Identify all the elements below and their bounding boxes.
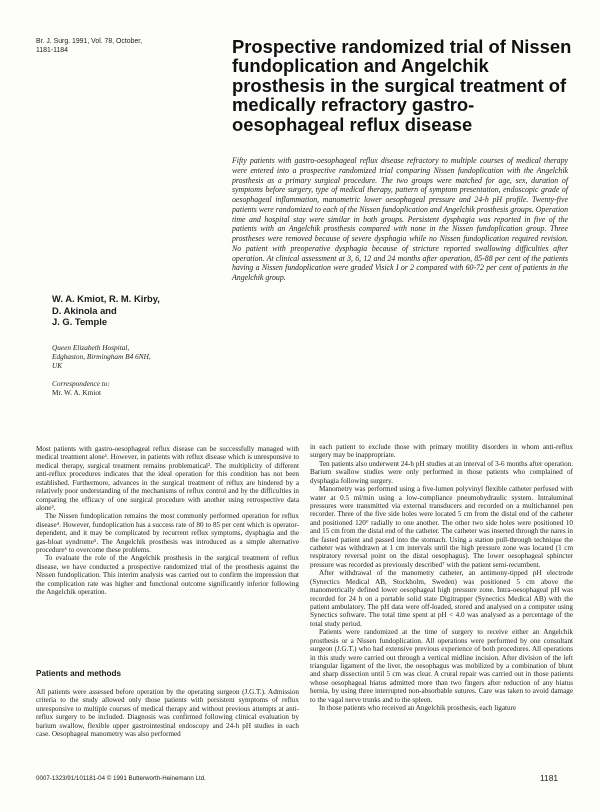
affiliation (52, 344, 220, 371)
affiliation-line-3: UK (52, 360, 63, 370)
authors (52, 293, 220, 328)
journal-line-1: Br. J. Surg. 1991, Vol. 78, October, (36, 38, 143, 45)
section-heading: Patients and methods (36, 669, 122, 678)
body-paragraph: Patients were randomized at the time of surgery to receive either an Angelchik prosthesis or a Nissen fundoplication. All operations were performed by one consultant surgeon (J.G.T.) who had extensive previous experience of both procedures. All operations in this study were carried out through a vertical midline incision. After division of the left triangular ligament of the liver, the oesophagus was mobilized by a combination of blunt and sharp dissection until 5 cm was clear. A crural repair was carried out in those patients whose oesophageal hiatus admitted more than two fingers after reduction of any hiatus hernia, by using three interrupted non-absorbable sutures. Care was taken to avoid damage to the vagal nerve trunks and to the spleen. (310, 628, 573, 704)
affiliation-line-1: Queen Elizabeth Hospital, (52, 343, 130, 352)
affiliation-line-2: Edgbaston, Birmingham B4 6NH, (52, 351, 151, 361)
page-number: 1181 (540, 773, 559, 783)
correspondence-name: Mr. W. A. Kmiot (52, 387, 102, 397)
authors-line-1: W. A. Kmiot, R. M. Kirby, (52, 293, 160, 304)
article-title: Prospective randomized trial of Nissen fundoplication and Angelchik prosthesis in the surgical treatment of medically refractory gastro-oesophageal reflux disease (232, 36, 572, 135)
copyright-footer: 0007-1323/91/101181-04 © 1991 Butterworth-Heinemann Ltd. (36, 775, 206, 782)
body-paragraph: Ten patients also underwent 24-h pH studies at an interval of 3-6 months after operation. Barium swallow studies were only performed in those patients who complained of dysphagia following surgery. (310, 459, 573, 485)
body-paragraph: In those patients who received an Angelchik prosthesis, each ligature (319, 704, 517, 713)
body-column-left (36, 445, 299, 597)
body-paragraph: After withdrawal of the manometry catheter, an antimony-tipped pH electrode (Synectics Medical AB, Stockholm, Sweden) was positioned 5 cm above the manometrically defined lower oesophageal high pressure zone. Intra-oesophageal pH was recorded for 24 h on a portable solid state Digitrapper (Synectics Medical AB) with the patient ambulatory. The pH data were off-loaded, stored and analysed on a computer using Synectics software. The total time spent at pH < 4.0 was analysed as a percentage of the total study period. (310, 569, 573, 628)
body-column-left-methods (36, 688, 299, 739)
authors-line-2: D. Akinola and (52, 304, 117, 316)
correspondence (52, 380, 220, 398)
journal-line-2: 1181-1184 (36, 46, 68, 54)
correspondence-label: Correspondence to: (52, 379, 110, 388)
abstract: Fifty patients with gastro-oesophageal reflux disease refractory to multiple courses of medical therapy were entered into a prospective randomized trial comparing Nissen fundoplication with the Angelchik prosthesis as a primary surgical procedure. The two groups were matched for age, sex, duration of symptoms before surgery, type of medical therapy, pattern of symptom presentation, endoscopic grade of oesophageal inflammation, manometric lower oesophageal pressure and 24-h pH profile. Twenty-five patients were randomized to each of the Nissen fundoplication and Angelchik prosthesis groups. Operation time and hospital stay were similar in both groups. Persistent dysphagia was reported in five of the patients with an Angelchik prosthesis compared with none in the Nissen fundoplication group. Three prostheses were removed because of severe dysphagia while no Nissen fundoplication required revision. No patient with preoperative dysphagia because of stricture reported swallowing difficulties after operation. At clinical assessment at 3, 6, 12 and 24 months after operation, 85-88 per cent of the patients having a Nissen fundoplication were graded Visick I or 2 compared with 60-72 per cent of patients in the Angelchik group. (232, 156, 568, 282)
body-paragraph: The Nissen fundoplication remains the most commonly performed operation for reflux disease⁴. However, fundoplication has a success rate of 80 to 85 per cent which is operator-dependent, and it may be complicated by recurrent reflux symptoms, dysphagia and the gas-bloat syndrome⁵. The Angelchik prosthesis was introduced as a simple alternative procedure⁶ to overcome these problems. (36, 512, 299, 555)
body-column-right (310, 443, 573, 713)
body-paragraph: To evaluate the role of the Angelchik prosthesis in the surgical treatment of reflux disease, we have conducted a prospective randomized trial of the prosthesis against the Nissen fundoplication. This interim analysis was carried out to confirm the impression that the complication rate was higher and functional outcome significantly inferior following the Angelchik operation. (36, 554, 299, 597)
body-paragraph: All patients were assessed before operation by the operating surgeon (J.G.T.). Admission criteria to the study allowed only those patients with persistent symptoms of reflux unresponsive to multiple courses of medical therapy and without previous attempts at anti-reflux surgery to be included. Diagnosis was confirmed following clinical evaluation by barium swallow, flexible upper gastrointestinal endoscopy and 24-h pH studies in each case. Oesophageal manometry was also performed (36, 688, 299, 739)
body-paragraph: in each patient to exclude those with primary motility disorders in whom anti-reflux surgery may be inappropriate. (310, 443, 573, 460)
authors-line-3: J. G. Temple (52, 316, 108, 328)
body-paragraph: Most patients with gastro-oesophageal reflux disease can be successfully managed with medical treatment alone¹. However, in patients with reflux disease which is unresponsive to medical therapy, surgical treatment remains problematical². The multiplicity of different anti-reflux procedures indicates that the ideal operation for this condition has not been established. Furthermore, advances in the surgical treatment of reflux are hindered by a relatively poor understanding of the mechanisms of reflux control and by the difficulties in comparing the efficacy of one surgical procedure with another using retrospective data alone³. (36, 445, 299, 512)
body-paragraph: Manometry was performed using a five-lumen polyvinyl flexible catheter perfused with water at 0.5 ml/min using a low-compliance pneumohydraulic system. Intraluminal pressures were transmitted via external transducers and recorded on a multichannel pen recorder. Three of the five side holes were located 5 cm from the distal end of the catheter and positioned 120° radially to one another. The other two side holes were positioned 10 and 15 cm from the distal end of the catheter. The catheter was inserted through the nares in the fasted patient and passed into the stomach. Using a station pull-through technique the catheter was withdrawn at 1 cm intervals until the high pressure zone was located (1 cm respiratory reversal point on the distal oesophagus). The lower oesophageal sphincter pressure was recorded as previously described⁷ with the patient semi-recumbent. (310, 485, 573, 569)
journal-citation (36, 38, 204, 55)
